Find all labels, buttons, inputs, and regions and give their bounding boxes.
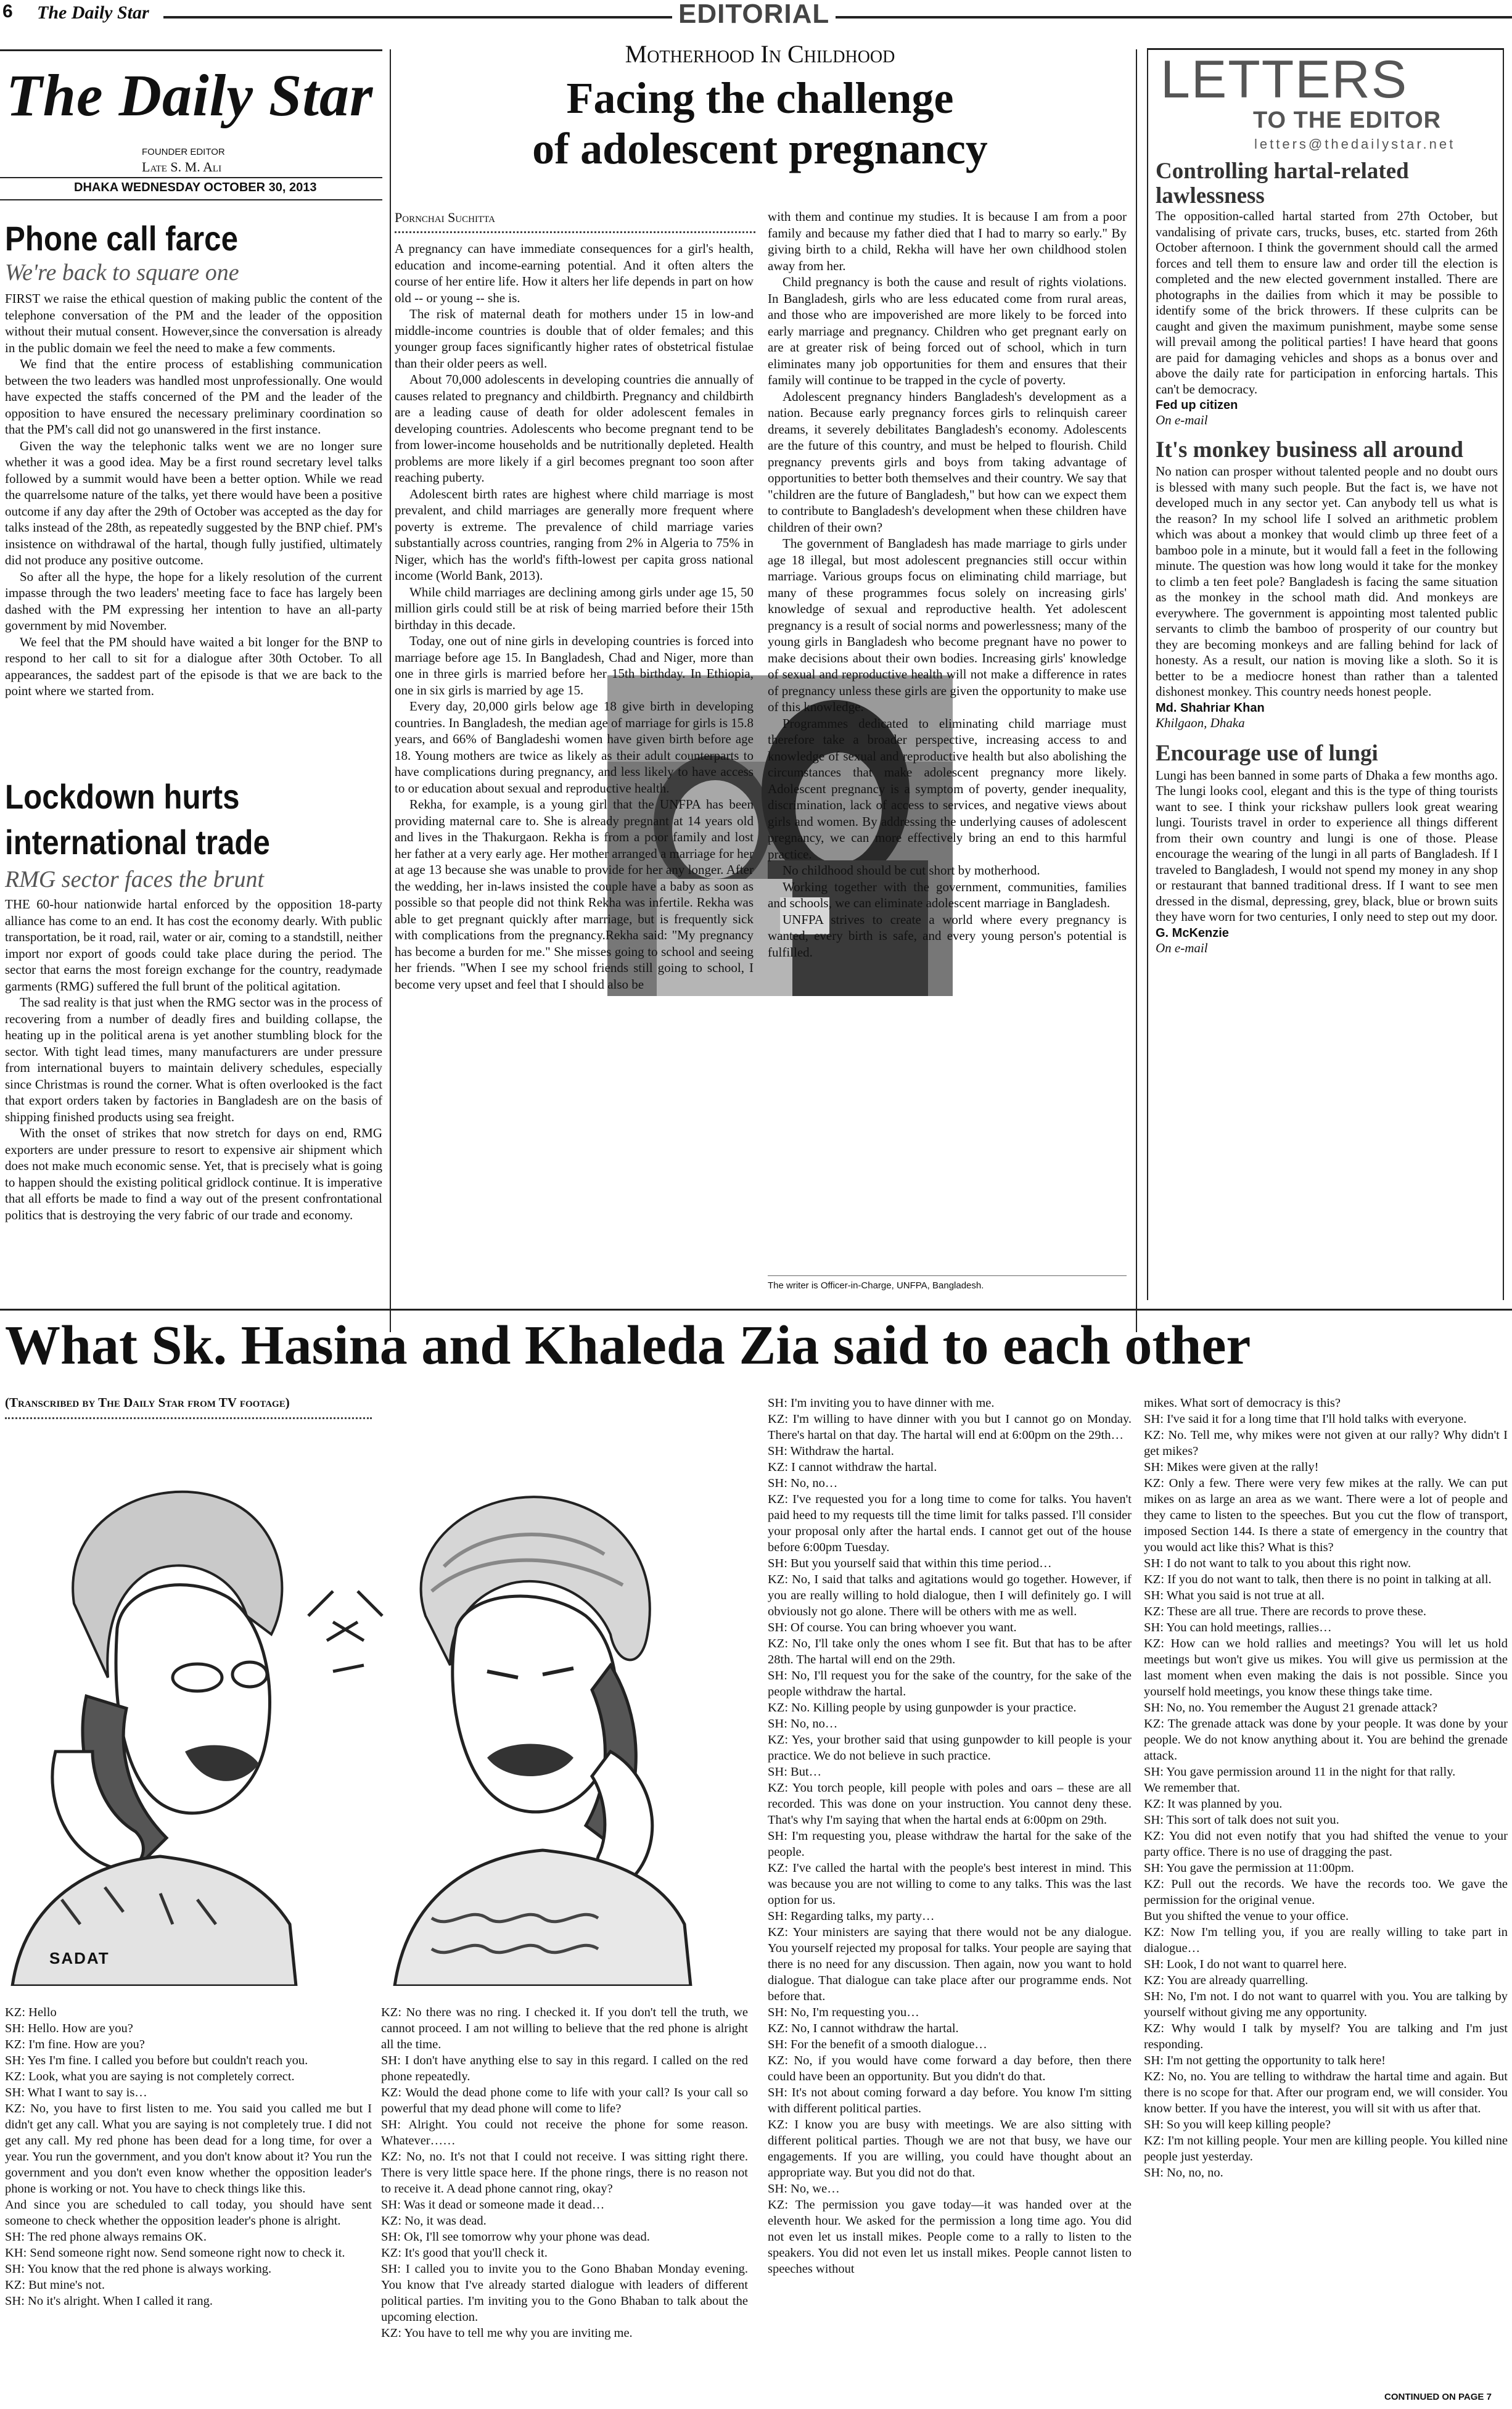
cartoon-illustration — [0, 1431, 768, 1986]
feature-header — [395, 36, 1125, 174]
editorial2-body: THE 60-hour nationwide hartal enforced by the opposition 18-party alliance has come to an end. It has cost the economy dearly. With public transportation, be it road, rail, water or air, coming to a standstill, neither import nor export of goods could take place during the period. The sector that earns the most foreign exchange for the country, readymade garments (RMG) suffered the full brunt of the political agitation. The sad reality is that just when the RMG sector was in the process of recovering from a number of deadly fires and building collapse, the heating up in the political arena is yet another stumbling block for the sector. With tight lead times, many manufacturers are under pressure from international buyers to maintain delivery schedules, especially since Christmas is round the corner. What is often overlooked is the fact that export orders taken by factories in Bangladesh are on the basis of shipping finished products using sea freight. With the onset of strikes that now stretch for days on end, RMG exporters are under pressure to resort to expensive air shipment which does not make much economic sense. Yet, that is precisely what is going to happen should the existing political gridlock continue. It is imperative that all efforts be made to find a way out of the present confrontational politics that is destroying the very fabric of our trade and economy. — [5, 897, 382, 1222]
feature-footnote: The writer is Officer-in-Charge, UNFPA, Bangladesh. — [768, 1280, 984, 1291]
founder-label: FOUNDER EDITOR — [142, 147, 225, 157]
feature-headline-1: Facing the challenge — [566, 73, 954, 123]
editorial-headline: Phone call farce — [5, 219, 238, 258]
header-paper-name: The Daily Star — [37, 2, 149, 23]
letter-2-headline: It's monkey business all around — [1156, 437, 1463, 463]
section-label: EDITORIAL — [678, 0, 830, 29]
editorial-subhead: We're back to square one — [5, 260, 239, 286]
letter-3-location: On e-mail — [1156, 940, 1208, 955]
letter-2-body: No nation can prosper without talented people and no doubt ours is blessed with many such people. But the fact is, we have not developed much in any sector yet. Can anybody tell us what is the reason? In my school life I solved an arithmetic problem which was about a monkey that would climb up three feet of a bamboo pole in a minute, but it would fall a feet in the following minute. The question was how long would it take for the monkey to climb a ten feet pole? Bangladesh is facing the same situation as the monkey in the school math did. And monkeys are everywhere. The government is appointing most talented public servants to climb the bamboo of prosperity of our country but they are becoming monkeys and are falling behind for lack of honesty. As a result, our nation is moving like a sloth. So it is better to be a mediocre honest than rather than a talented dishonest monkey. This country needs honest people. — [1156, 464, 1498, 699]
feature-column-2: with them and continue my studies. It is because I am from a poor family and because my father died that I had to marry so early." By giving birth to a child, Rekha will have her own childhood stolen away from her. Child pregnancy is both the cause and result of rights violations. In Bangladesh, girls who are less educated come from rural areas, and those who are impoverished are more likely to be forced into early marriage and pregnancy. Children who get pregnant early on are at greater risk of being forced out of school, which in turn eliminates many job opportunities for them and ensures that their family will continue to be trapped in the cycle of poverty. Adolescent pregnancy hinders Bangladesh's development as a nation. Because early pregnancy forces girls to relinquish career dreams, it severely debilitates Bangladesh's economy. Adolescents are the future of this country, and must be helped to flourish. Child pregnancy prevents girls and boys from taking advantage of opportunities to better both themselves and their country. We say that "children are the future of Bangladesh," but how can we expect them to contribute to Bangladesh's development when these children have children of their own? The government of Bangladesh has made marriage to girls under age 18 illegal, but most adolescent pregnancies still occur within marriage. Various groups focus on eliminating child marriage, but many of these programmes focus solely on increasing girls' knowledge of sexual and reproductive health. Yet adolescent pregnancy is a result of social norms and powerlessness; many of the young girls in Bangladesh who become pregnant have no power to make decisions about their own bodies. Increasing girls' knowledge of sexual and reproductive health will not make a difference in rates of pregnancy unless these girls are given the opportunity to make use of this knowledge. Programmes dedicated to eliminating child marriage must therefore take a broader perspective, increasing access to and knowledge of sexual and reproductive health but also abolishing the circumstances that make adolescent pregnancy more likely. Adolescent pregnancy is a symptom of poverty, gender inequality, discrimination, lack of access to services, and negative views about girls and women. By addressing the underlying causes of adolescent pregnancy, we can more effectively bring an end to this harmful practice. No childhood should be cut short by motherhood. Working together with the government, communities, families and schools, we can eliminate adolescent marriage in Bangladesh. UNFPA strives to create a world where every pregnancy is wanted, every birth is safe, and every young person's potential is fulfilled. — [768, 209, 1127, 960]
transcript-column-4: mikes. What sort of democracy is this? SH: I've said it for a long time that I'll hold talks with everyone. KZ: No. Tell me, why mikes were not given at our rally? Why didn't I get mikes? SH: Mikes were given at the rally! KZ: Only a few. There were very few mikes at the rally. We can put mikes on as large an area as we want. There were a lot of people and they came to listen to the speeches. But you cut the flow of transport, imposed Section 144. Is there a state of emergency in the country that you would act like this? What is this? SH: I do not want to talk to you about this right now. KZ: If you do not want to talk, then there is no point in talking at all. SH: What you said is not true at all. KZ: These are all true. There are records to prove these. SH: You can hold meetings, rallies… KZ: How can we hold rallies and meetings? You will let us hold meetings but won't give us mikes. You will give us permission at the last moment when even making the dais is not possible. Since you yourself hold meetings, you know these things take time. SH: No, no. You remember the August 21 grenade attack? KZ: The grenade attack was done by your people. It was done by your people. We do not know anything about it. You are behind the grenade attack. SH: You gave permission around 11 in the night for that rally. We remember that. KZ: It was planned by you. SH: This sort of talk does not suit you. KZ: You did not even notify that you had shifted the venue to your party office. There is no use of dragging the past. SH: You gave the permission at 11:00pm. KZ: Pull out the records. We have the records too. We gave the permission for the original venue. But you shifted the venue to your office. KZ: Now I'm telling you, if you are really willing to take part in dialogue… SH: Look, I do not want to quarrel here. KZ: You are already quarrelling. SH: No, I'm not. I do not want to quarrel with you. You are talking by yourself without giving me any opportunity. KZ: Why would I talk by myself? You are talking and I'm just responding. SH: I'm not getting the opportunity to talk here! KZ: No, no. You are telling to withdraw the hartal time and again. But there is no scope for that. After our program end, we will consider. You know better. If you have the interest, you will sit with us after that. SH: So you will keep killing people? KZ: I'm not killing people. Your men are killing people. You killed nine people just yesterday. SH: No, no, no. — [1144, 1396, 1508, 2180]
editorial2-headline-1: Lockdown hurts — [5, 777, 240, 816]
letter-1-location: On e-mail — [1156, 413, 1208, 427]
editorial2-headline-2: international trade — [5, 823, 270, 862]
continued-note: CONTINUED ON PAGE 7 — [1384, 2392, 1492, 2402]
cartoon-signature: SADAT — [49, 1949, 110, 1967]
editorial-lockdown — [5, 774, 382, 1223]
letter-3-headline: Encourage use of lungi — [1156, 740, 1378, 766]
letter-2-author: Md. Shahriar Khan — [1156, 701, 1265, 715]
page-number: 6 — [2, 1, 13, 22]
founder-name: Late S. M. Ali — [142, 159, 222, 175]
transcript-column-2: KZ: No there was no ring. I checked it. If you don't tell the truth, we cannot proceed. I am not willing to believe that the red phone is alright all the time. SH: I don't have anything else to say in this regard. I called on the red phone repeatedly. KZ: Would the dead phone come to life with your call? Is your call so powerful that my dead phone will come to life? SH: Alright. You could not receive the phone for some reason. Whatever…… KZ: No, no. It's not that I could not receive. I was sitting right there. There is very little space here. If the phone rings, there is no reason not to receive it. A dead phone cannot ring, okay? SH: Was it dead or someone made it dead… KZ: No, it was dead. SH: Ok, I'll see tomorrow why your phone was dead. KZ: It's good that you'll check it. SH: I called you to invite you to the Gono Bhaban Monday evening. You know that I've already started dialogue with leaders of different political parties. I'm inviting you to the Gono Bhaban to talk about the upcoming election. KZ: You have to tell me why you are inviting me. — [381, 2006, 748, 2340]
editorial-body: FIRST we raise the ethical question of making public the content of the telephone conversation of the PM and the leader of the opposition without their mutual consent. However,since the conversation is already in the public domain we feel the need to make a few comments. We find that the entire process of establishing communication between the two leaders was handled most unprofessionally. One would have expected the staffs concerned of the PM and the leader of the opposition to have ensured the necessary preliminary coordination so that the PM's call did not go unanswered in the first instance. Given the way the telephonic talks went we are no longer sure whether it was a good idea. May be a first round secretary level talks followed by a summit would have been a better option. While we read the quarrelsome nature of the talks, yet there would have been a positive outcome if any day after the 29th of October was accepted as the day for talks instead of the 28th, as repeatedly suggested by the BNP chief. PM's insistence on withdrawal of the hartal, though fully justified, ultimately did not produce any positive outcome. So after all the hype, the hope for a likely resolution of the current impasse through the two leaders' meeting face to face has largely been dashed with the PM expressing her intention to have an all-party government by mid November. We feel that the PM should have waited a bit longer for the BNP to respond to her call to sit for a dialogue after 30th October. To all appearances, the saddest part of the episode is that we are back to the point where we started from. — [5, 291, 382, 698]
letter-2-location: Khilgaon, Dhaka — [1156, 715, 1245, 730]
masthead — [0, 49, 388, 210]
feature-headline-2: of adolescent pregnancy — [532, 124, 988, 173]
feature-byline: Pornchai Suchitta — [395, 210, 495, 225]
dateline: DHAKA WEDNESDAY OCTOBER 30, 2013 — [74, 181, 317, 194]
transcript-column-3: SH: I'm inviting you to have dinner with me. KZ: I'm willing to have dinner with you but I cannot go on Monday. There's hartal on that day. The hartal will end at 6:00pm on the 29th… SH: Withdraw the hartal. KZ: I cannot withdraw the hartal. SH: No, no… KZ: I've requested you for a long time to come for talks. You haven't paid heed to my requests till the time limit for talks passed. I'll consider your proposal only after the hartal ends. I cannot get out of the house before 6:00pm Tuesday. SH: But you yourself said that within this time period… KZ: No, I said that talks and agitations would go together. However, if you are really willing to hold dialogue, then I will definitely go. I will obviously not go alone. There will be others with me as well. SH: Of course. You can bring whoever you want. KZ: No, I'll take only the ones whom I see fit. But that has to be after 28th. The hartal will end on the 29th. SH: No, I'll request you for the sake of the country, for the sake of the people withdraw the hartal. KZ: No. Killing people by using gunpowder is your practice. SH: No, no… KZ: Yes, your brother said that using gunpowder to kill people is your practice. We do not believe in such practice. SH: But… KZ: You torch people, kill people with poles and oars – these are all recorded. This was done on your instruction. You cannot deny these. That's why I'm saying that when the hartal ends at 6:00pm on 29th. SH: I'm requesting you, please withdraw the hartal for the sake of the people. KZ: I've called the hartal with the people's best interest in mind. This was because you are not willing to come to any talks. This was the last option for us. SH: Regarding talks, my party… KZ: Your ministers are saying that there would not be any dialogue. You yourself rejected my proposal for talks. Your people are saying that there is no need for any discussion. Then again, now you want to hold dialogue. That dialogue can take place after our programme ends. Not before that. SH: No, I'm requesting you… KZ: No, I cannot withdraw the hartal. SH: For the benefit of a smooth dialogue… KZ: No, if you would have come forward a day before, then there could have been an opportunity. But you didn't do that. SH: It's not about coming forward a day before. You know I'm sitting with different political parties. KZ: I know you are busy with meetings. We are also sitting with different political parties. Though we are not that busy, we have our engagements. If you are willing, you could have thought about an appropriate way. But you did not do that. SH: No, we… KZ: The permission you gave today—it was handed over at the eleventh hour. We asked for the permission a long time ago. You did not even let us install mikes. People come to a rally to listen to the speakers. You did not even let us install mikes. People cannot listen to speeches without — [768, 1396, 1132, 2276]
transcript-headline: What Sk. Hasina and Khaleda Zia said to each other — [5, 1315, 1251, 1376]
letters-title: LETTERS — [1161, 50, 1408, 109]
transcript-credit: (Transcribed by The Daily Star from TV footage) — [5, 1395, 290, 1410]
letters-email: letters@thedailystar.net — [1254, 136, 1456, 152]
masthead-title: The Daily Star — [6, 62, 374, 128]
feature-kicker: Motherhood In Childhood — [625, 40, 895, 68]
letter-3-body: Lungi has been banned in some parts of Dhaka a few months ago. The lungi looks cool, elegant and this is the type of thing tourists want to see. I think your rickshaw pullers look great wearing lungi. Tourists travel in order to experience all things different from their own country and lungi is one of those. Please encourage the wearing of the lungi in all parts of Bangladesh. If I traveled to Bangladesh, I would not spend my money in any shop or restaurant that banned traditional dress. If I want to see men dressed in the dismal, depressing, grey, black, blue or brown suits they have worn for two centuries, I only need to step out my door. — [1156, 767, 1498, 924]
letter-1-headline: Controlling hartal-related lawlessness — [1156, 159, 1409, 208]
letter-1-author: Fed up citizen — [1156, 398, 1238, 412]
letter-3-author: G. McKenzie — [1156, 926, 1229, 940]
transcript-column-1: KZ: Hello SH: Hello. How are you? KZ: I'm fine. How are you? SH: Yes I'm fine. I called you before but couldn't reach you. KZ: Look, what you are saying is not completely correct. SH: What I want to say is… KZ: No, you have to first listen to me. You said you called me but I didn't get any call. What you are saying is not completely true. I did not get any call. My red phone has been dead for a long time, for over a year. You run the government, and you don't know about it? You run the government and you don't even know whether the opposition leader's phone is working or not. You have to check things like this. And since you are scheduled to call today, you should have sent someone to check whether the opposition leader's phone is alright. SH: The red phone always remains OK. KH: Send someone right now. Send someone right now to check it. SH: You know that the red phone is always working. KZ: But mine's not. SH: No it's alright. When I called it rang. — [5, 2006, 372, 2308]
letter-1-body: The opposition-called hartal started from 27th October, but vandalising of private cars, trucks, buses, etc. started from 26th October afternoon. I think the government should call the armed forces and tell them to ensure law and order till the election is completed and the new elected government installed. There are photographs in the dailies from which it may be possible to identify some of the brick throwers. If these culprits can be caught and given the maximum punishment, maybe some sense will prevail among the political parties! I have heard that goons are paid for damaging vehicles and shops as a bonus over and above the daily rate for participation in enforcing hartals. This can't be democracy. — [1156, 208, 1498, 397]
letters-subtitle: TO THE EDITOR — [1253, 107, 1442, 133]
editorial-phone-call — [5, 219, 382, 699]
feature-column-1: A pregnancy can have immediate consequences for a girl's health, education and income-earning potential. And it often alters the course of her entire life. How it alters her life depends in part on how old -- or young -- she is. The risk of maternal death for mothers under 15 in low-and middle-income countries is double that of older females; and this younger group faces significantly higher rates of obstetrical fistulae than their older peers as well. About 70,000 adolescents in developing countries die annually of causes related to pregnancy and childbirth. Pregnancy and childbirth are a leading cause of death for older adolescent females in developing countries. Adolescents who become pregnant tend to be from lower-income households and be nutritionally depleted. Health problems are more likely if a girl becomes pregnant too soon after reaching puberty. Adolescent birth rates are highest where child marriage is most prevalent, and child marriages are generally more frequent where poverty is extreme. The prevalence of child marriage varies substantially across countries, ranging from 2% in Algeria to 75% in Niger, which has the world's fifth-lowest per capita gross national income (World Bank, 2013). While child marriages are declining among girls under age 15, 50 million girls could still be at risk of being married before their 15th birthday in this decade. Today, one out of nine girls in developing countries is forced into marriage before age 15. In Bangladesh, Chad and Niger, more than one in three girls is married before her 15th birthday. In Ethiopia, one in six girls is married by age 15. Every day, 20,000 girls below age 18 give birth in developing countries. In Bangladesh, the median age of marriage for girls is 15.8 years, and 66% of Bangladeshi women have given birth before age 18. Young mothers are twice as likely as their adult counterparts to have complications during pregnancy, and less likely to have access to or education about sexual and reproductive health. Rekha, for example, is a young girl that the UNFPA has been providing maternal care to. She is already pregnant at 14 years old and lives in the Thakurgaon. Rekha is from a poor family and lost her father at a very early age. Her mother arranged a marriage for her at age 13 because she was unable to provide for her any longer. After the wedding, her in-laws insisted the couple have a baby as soon as possible so that people did not think Rekha was infertile. Rekha was able to get pregnant quickly after marriage, but is frequently sick with complications from the pregnancy.Rekha said: "My pregnancy has become a burden for me." She misses going to school and seeing her friends. "When I see my school friends still going to school, I become very upset and feel that I should also be — [395, 241, 754, 992]
letters-box — [1147, 48, 1504, 1300]
editorial2-subhead: RMG sector faces the brunt — [5, 867, 265, 892]
page-header — [0, 0, 1512, 28]
